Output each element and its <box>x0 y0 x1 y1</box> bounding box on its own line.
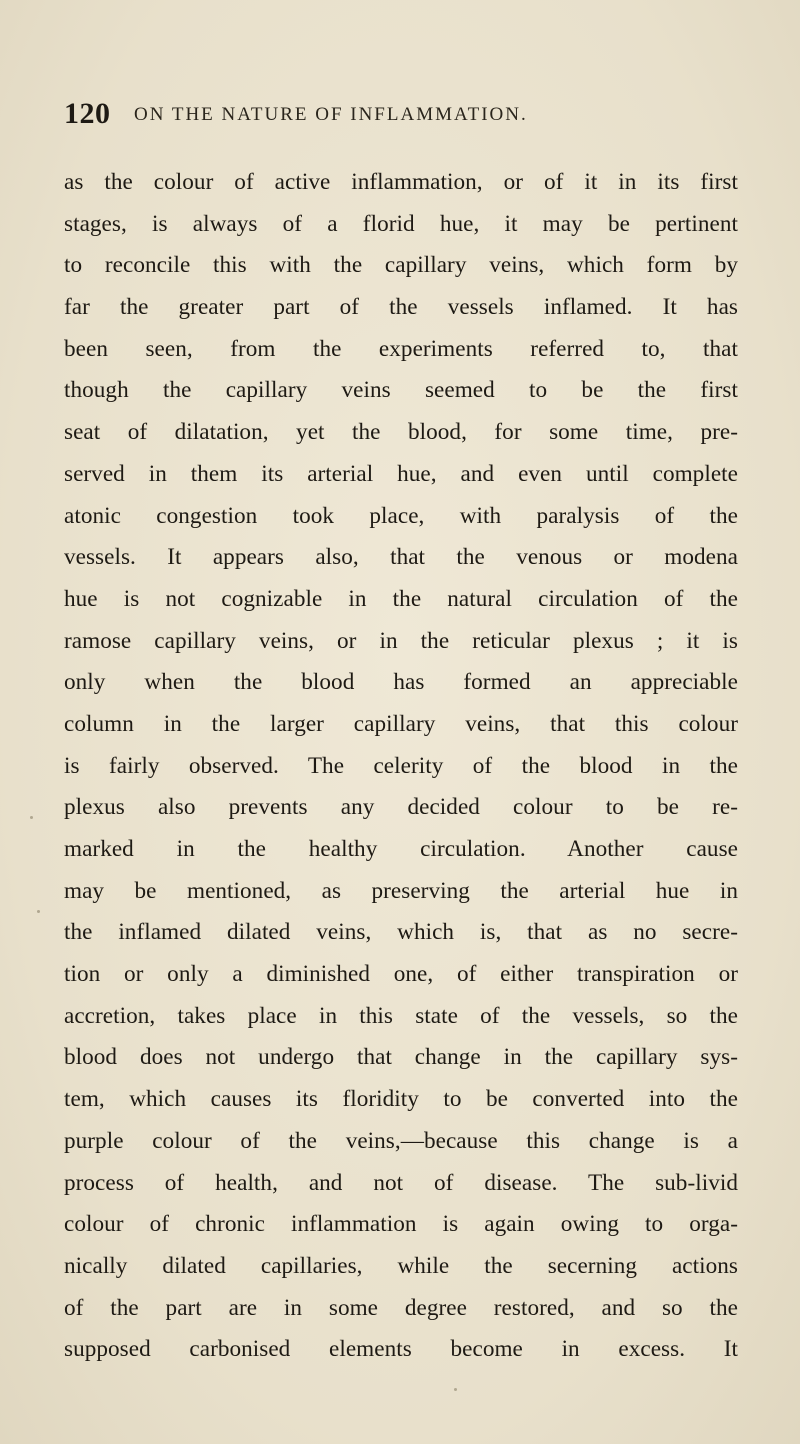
text-line: may be mentioned, as preserving the arterial hue in <box>64 877 738 904</box>
text-line: only when the blood has formed an appreciable <box>64 669 738 696</box>
text-line: as the colour of active inflammation, or of it in its first <box>64 169 738 195</box>
text-line: hue is not cognizable in the natural circulation of the <box>64 585 738 612</box>
text-line: to reconcile this with the capillary veins, which form by <box>64 252 738 279</box>
text-line: seat of dilatation, yet the blood, for some time, pre- <box>64 419 738 446</box>
text-line: tem, which causes its floridity to be converted into the <box>64 1086 738 1113</box>
text-line: atonic congestion took place, with paralysis of the <box>64 502 738 529</box>
body-text <box>64 162 738 1371</box>
text-line: blood does not undergo that change in the capillary sys- <box>64 1044 738 1071</box>
running-title: ON THE NATURE OF INFLAMMATION. <box>134 104 528 125</box>
paper-speck <box>454 1388 457 1391</box>
paper-speck <box>30 816 33 819</box>
page-number: 120 <box>64 97 111 130</box>
text-line: marked in the healthy circulation. Another cause <box>64 836 738 862</box>
text-line: the inflamed dilated veins, which is, that as no secre- <box>64 919 738 946</box>
text-line: accretion, takes place in this state of the vessels, so the <box>64 1002 738 1029</box>
paper-speck <box>37 910 40 913</box>
text-line: tion or only a diminished one, of either transpiration or <box>64 961 738 988</box>
text-line: far the greater part of the vessels inflamed. It has <box>64 294 738 321</box>
text-line: stages, is always of a florid hue, it may be pertinent <box>64 210 738 237</box>
text-line: been seen, from the experiments referred to, that <box>64 335 738 362</box>
text-line: colour of chronic inflammation is again owing to orga- <box>64 1211 738 1238</box>
text-line: served in them its arterial hue, and even until complete <box>64 460 738 487</box>
text-line: supposed carbonised elements become in excess. It <box>64 1336 738 1363</box>
text-line: purple colour of the veins,—because this change is a <box>64 1127 738 1154</box>
text-line: process of health, and not of disease. The sub-livid <box>64 1169 738 1196</box>
text-line: is fairly observed. The celerity of the blood in the <box>64 752 738 779</box>
text-line: of the part are in some degree restored, and so the <box>64 1294 738 1321</box>
text-line: vessels. It appears also, that the venous or modena <box>64 544 738 571</box>
text-line: plexus also prevents any decided colour to be re- <box>64 794 738 821</box>
running-head <box>64 94 744 134</box>
text-line: ramose capillary veins, or in the reticular plexus ; it is <box>64 627 738 654</box>
text-line: nically dilated capillaries, while the secerning actions <box>64 1252 738 1279</box>
text-line: column in the larger capillary veins, that this colour <box>64 710 738 737</box>
text-line: though the capillary veins seemed to be the first <box>64 377 738 404</box>
